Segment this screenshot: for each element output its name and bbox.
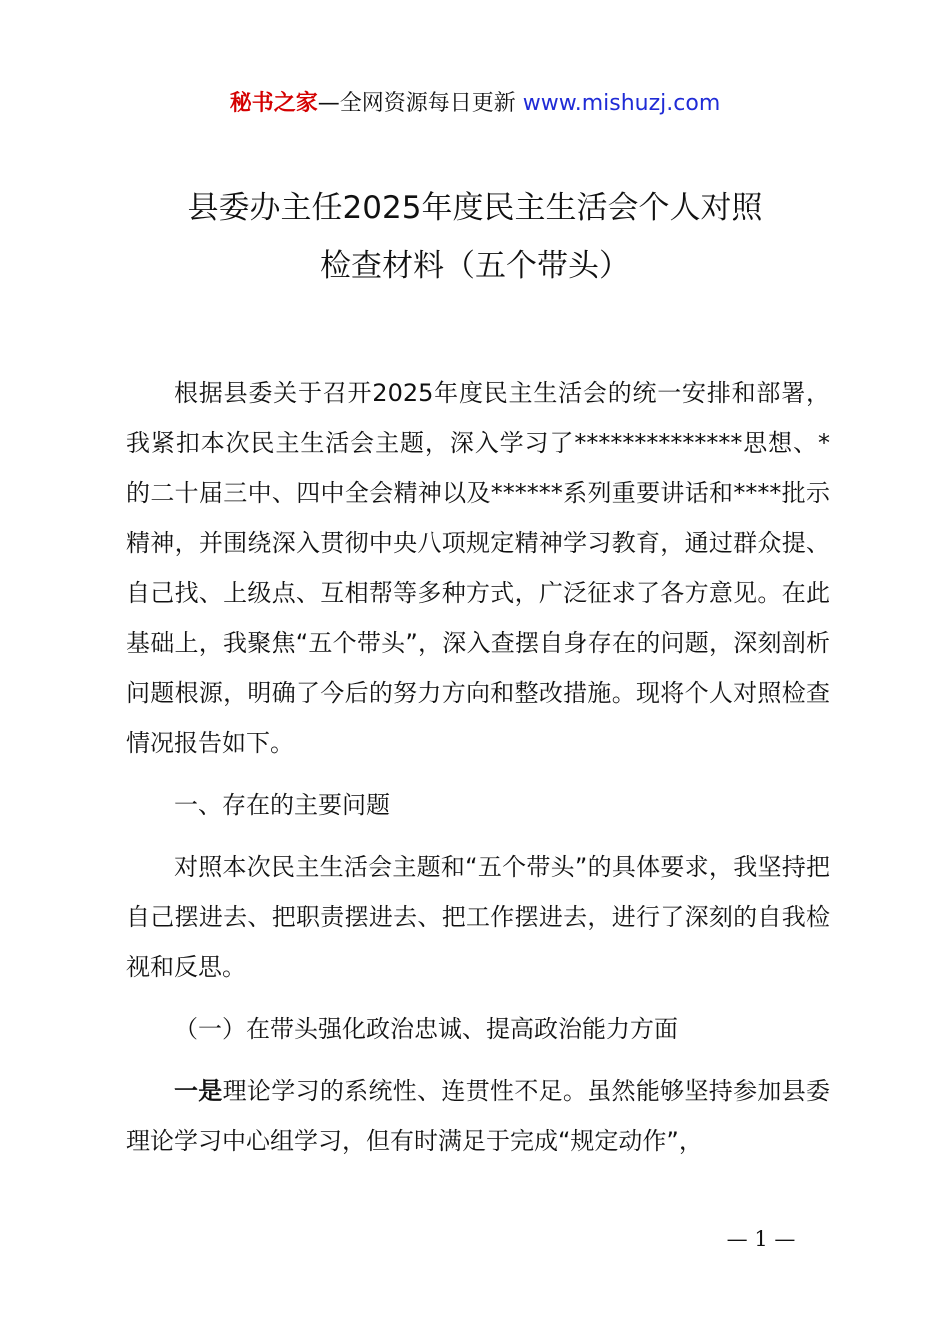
document-title	[80, 183, 870, 291]
page-number: — 1 —	[726, 1227, 796, 1251]
point-1-text: 理论学习的系统性、连贯性不足。虽然能够坚持参加县委理论学习中心组学习，但有时满足于完成“规定动作”，	[126, 1077, 831, 1155]
point-1-paragraph	[126, 1066, 830, 1166]
site-brand: 秘书之家	[229, 91, 318, 116]
intro-paragraph: 根据县委关于召开2025年度民主生活会的统一安排和部署，我紧扣本次民主生活会主题，深入学习了**************思想、*的二十届三中、四中全会精神以及******系列重要讲话和****批示精神，并围绕深入贯彻中央八项规定精神学习教育，通过群众提、自己找、上级点、互相帮等多种方式，广泛征求了各方意见。在此基础上，我聚焦“五个带头”，深入查摆自身存在的问题，深刻剖析问题根源，明确了今后的努力方向和整改措施。现将个人对照检查情况报告如下。	[126, 379, 830, 757]
document-title-line-2: 检查材料（五个带头）	[320, 248, 630, 284]
section-1-paragraph: 对照本次民主生活会主题和“五个带头”的具体要求，我坚持把自己摆进去、把职责摆进去、把工作摆进去，进行了深刻的自我检视和反思。	[126, 853, 830, 981]
section-heading-1: 一、存在的主要问题	[174, 791, 390, 819]
document-title-line-1: 县委办主任2025年度民主生活会个人对照	[187, 190, 763, 226]
subsection-heading-1: （一）在带头强化政治忠诚、提高政治能力方面	[174, 1015, 678, 1043]
site-header	[0, 88, 950, 120]
point-1-lead: 一是	[174, 1077, 223, 1105]
site-tagline: —全网资源每日更新	[317, 91, 523, 116]
site-url-link[interactable]: www.mishuzj.com	[522, 91, 721, 116]
document-body	[126, 368, 830, 1166]
